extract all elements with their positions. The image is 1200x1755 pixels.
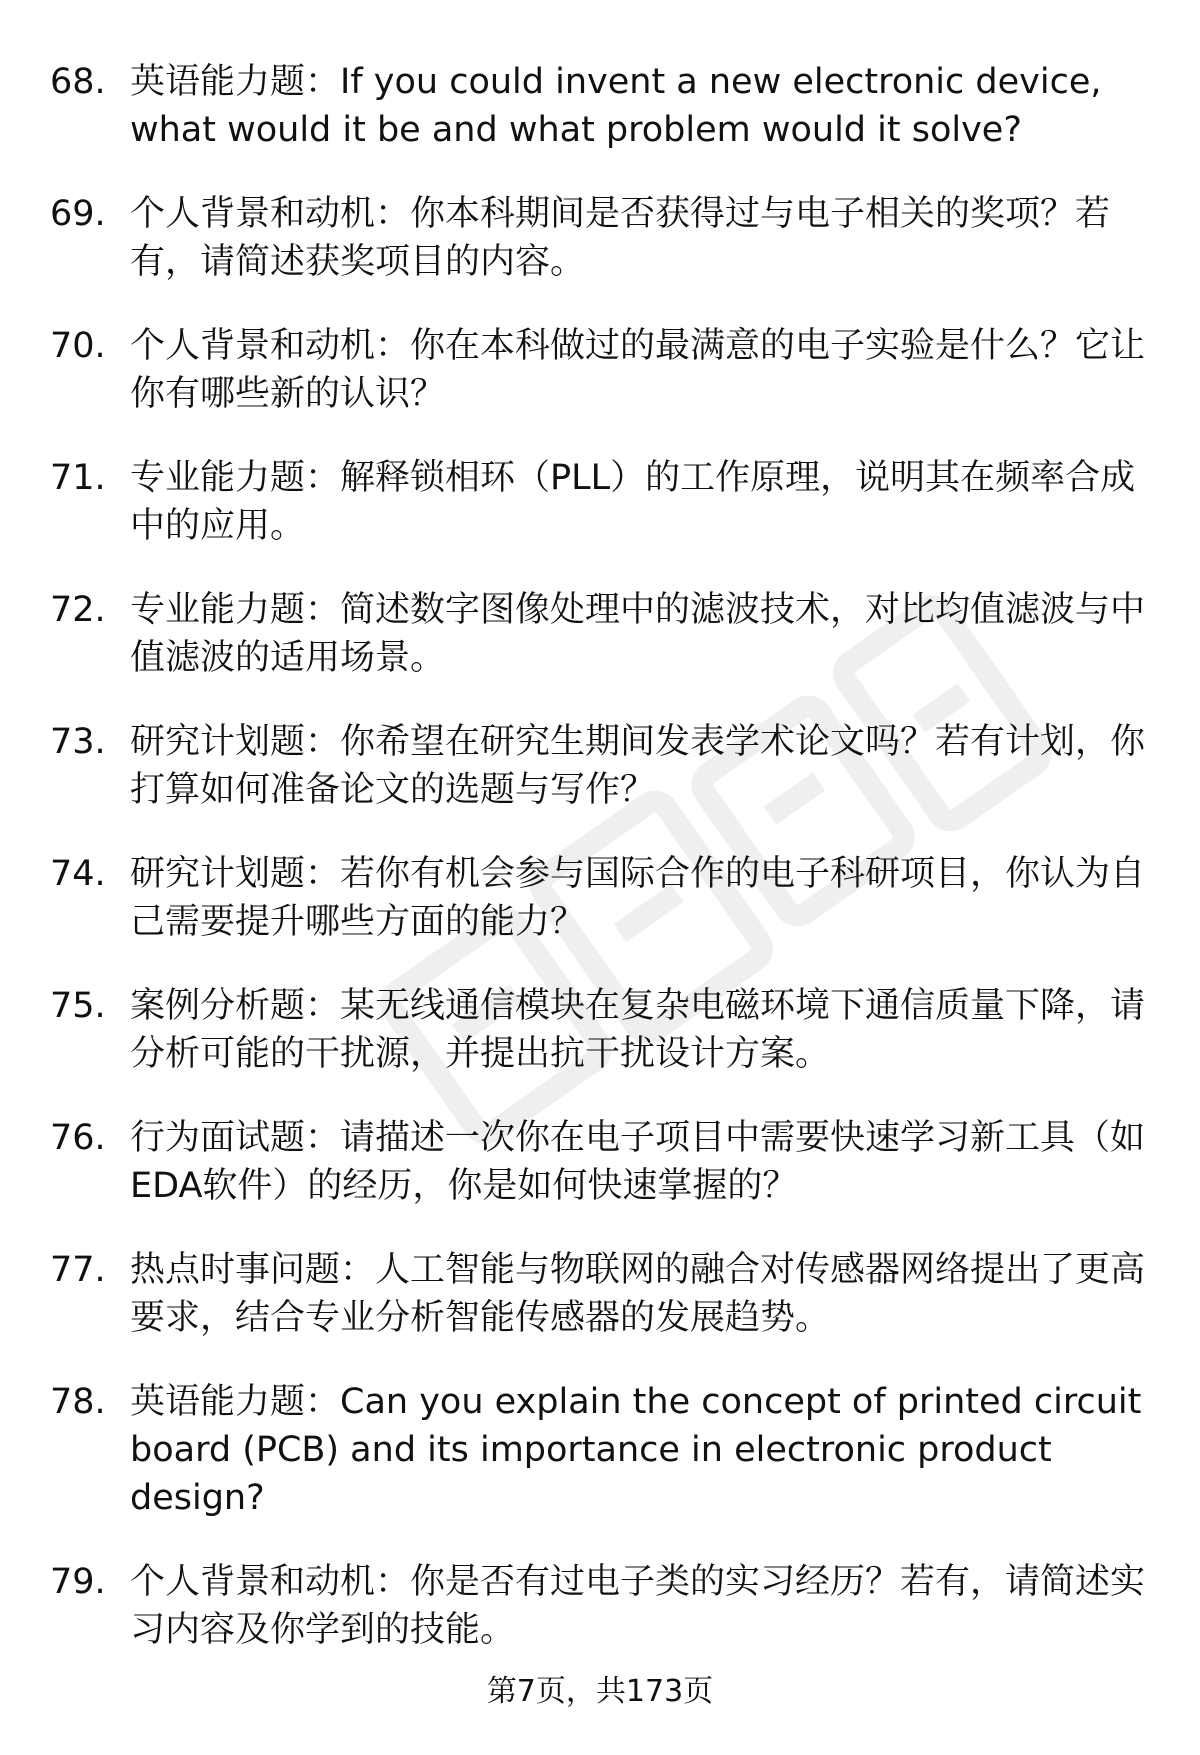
question-number: 75. xyxy=(50,986,106,1026)
question-item xyxy=(50,850,1150,946)
question-item xyxy=(50,982,1150,1078)
question-text: 热点时事问题：人工智能与物联网的融合对传感器网络提出了更高要求，结合专业分析智能传感器的发展趋势。 xyxy=(130,1250,1146,1338)
question-item xyxy=(50,322,1150,418)
question-number: 76. xyxy=(50,1118,106,1158)
question-number: 73. xyxy=(50,722,106,762)
question-text: 专业能力题：简述数字图像处理中的滤波技术，对比均值滤波与中值滤波的适用场景。 xyxy=(130,590,1146,678)
question-item xyxy=(50,454,1150,550)
question-item xyxy=(50,1558,1150,1654)
question-text: 个人背景和动机：你在本科做过的最满意的电子实验是什么？它让你有哪些新的认识？ xyxy=(130,326,1146,414)
question-item xyxy=(50,1114,1150,1210)
question-number: 74. xyxy=(50,854,106,894)
question-text: 个人背景和动机：你是否有过电子类的实习经历？若有，请简述实习内容及你学到的技能。 xyxy=(130,1562,1146,1650)
question-number: 72. xyxy=(50,590,106,630)
question-text: 案例分析题：某无线通信模块在复杂电磁环境下通信质量下降，请分析可能的干扰源，并提出抗干扰设计方案。 xyxy=(130,986,1146,1074)
question-text: 行为面试题：请描述一次你在电子项目中需要快速学习新工具（如EDA软件）的经历，你是如何快速掌握的？ xyxy=(130,1118,1146,1206)
question-item xyxy=(50,58,1150,154)
question-text: 个人背景和动机：你本科期间是否获得过与电子相关的奖项？若有，请简述获奖项目的内容。 xyxy=(130,194,1111,282)
question-item xyxy=(50,1378,1150,1522)
question-text: 英语能力题：Can you explain the concept of printed circuit board (PCB) and its importance in electronic product design? xyxy=(130,1382,1142,1518)
question-number: 77. xyxy=(50,1250,106,1290)
question-number: 69. xyxy=(50,194,106,234)
question-item xyxy=(50,1246,1150,1342)
question-text: 研究计划题：若你有机会参与国际合作的电子科研项目，你认为自己需要提升哪些方面的能力？ xyxy=(130,854,1146,942)
question-text: 专业能力题：解释锁相环（PLL）的工作原理，说明其在频率合成中的应用。 xyxy=(130,458,1136,546)
question-number: 70. xyxy=(50,326,106,366)
page-footer: 第7页，共173页 xyxy=(486,1674,714,1709)
question-item xyxy=(50,718,1150,814)
question-item xyxy=(50,190,1150,286)
question-list xyxy=(50,58,1150,1690)
question-text: 研究计划题：你希望在研究生期间发表学术论文吗？若有计划，你打算如何准备论文的选题与写作？ xyxy=(130,722,1146,810)
question-number: 79. xyxy=(50,1562,106,1602)
question-number: 71. xyxy=(50,458,106,498)
question-item xyxy=(50,586,1150,682)
question-text: 英语能力题：If you could invent a new electronic device, what would it be and what problem would it solve? xyxy=(130,62,1102,150)
question-number: 68. xyxy=(50,62,106,102)
question-number: 78. xyxy=(50,1382,106,1422)
